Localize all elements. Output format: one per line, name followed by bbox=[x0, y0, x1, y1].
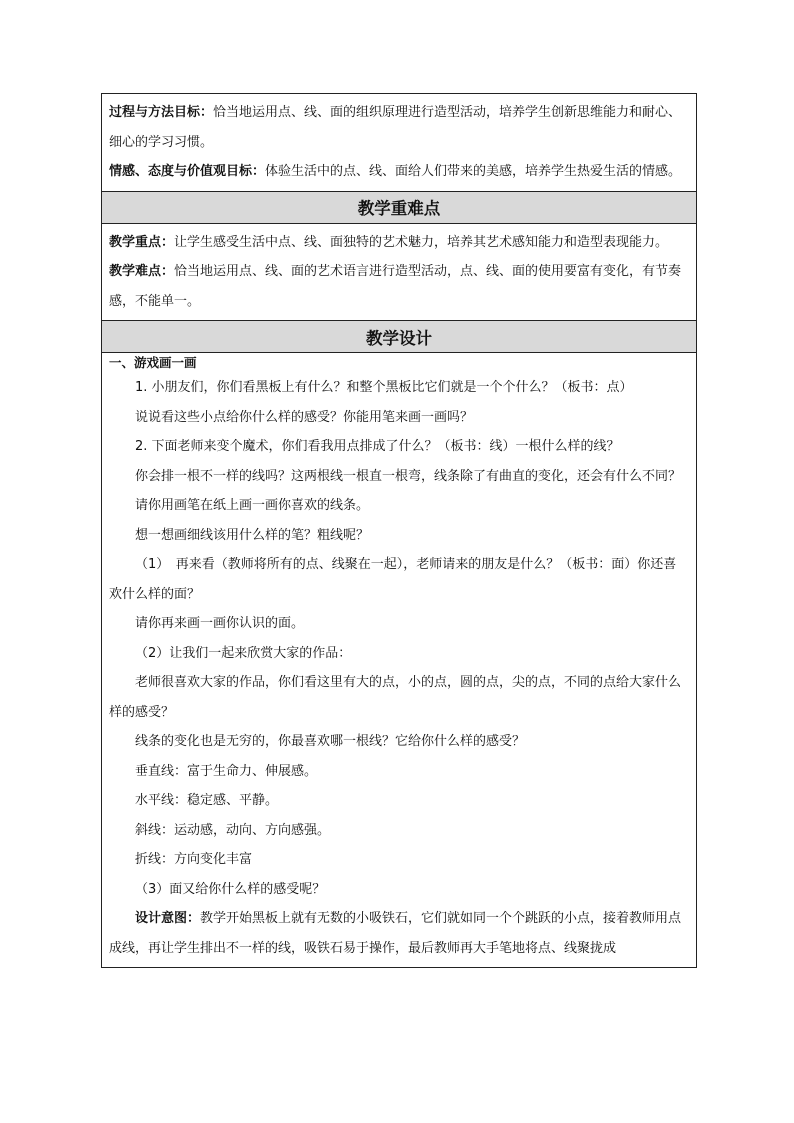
lesson-plan-table bbox=[101, 93, 697, 968]
teaching-focus-label: 教学重点 bbox=[109, 234, 162, 250]
goals-cell bbox=[102, 94, 697, 192]
design-line: （3）面又给你什么样的感受呢？ bbox=[135, 881, 326, 897]
design-line: 垂直线：富于生命力、伸展感。 bbox=[135, 763, 318, 779]
design-intent-text: 教学开始黑板上就有无数的小吸铁石，它们就如同一个个跳跃的小点，接着教师用点成线，再让学生排出不一样的线，吸铁石易于操作，最后教师再大手笔地将点、线聚拢成 bbox=[109, 911, 682, 956]
design-line: 折线：方向变化丰富 bbox=[135, 852, 253, 867]
design-intent: 设计意图：教学开始黑板上就有无数的小吸铁石，它们就如同一个个跳跃的小点，接着教师用点成线，再让学生排出不一样的线，吸铁石易于操作，最后教师再大手笔地将点、线聚拢成 bbox=[109, 911, 682, 956]
design-line: 说说看这些小点给你什么样的感受？你能用笔来画一画吗？ bbox=[135, 409, 474, 425]
teaching-difficulty-text: 恰当地运用点、线、面的艺术语言进行造型活动，点、线、面的使用要富有变化，有节奏感，不能单一。 bbox=[109, 264, 682, 309]
design-line: 斜线：运动感，动向、方向感强。 bbox=[135, 822, 331, 838]
design-line: 水平线：稳定感、平静。 bbox=[135, 793, 279, 808]
process-goal-label: 过程与方法目标 bbox=[109, 105, 201, 120]
process-goal-text: 恰当地运用点、线、面的组织原理进行造型活动，培养学生创新思维能力和耐心、细心的学习习惯。 bbox=[109, 105, 682, 150]
process-goal: 过程与方法目标：恰当地运用点、线、面的组织原理进行造型活动，培养学生创新思维能力和耐心、细心的学习习惯。 bbox=[109, 105, 682, 150]
design-line: （1） 再来看（教师将所有的点、线聚在一起），老师请来的朋友是什么？（板书：面）你还喜欢什么样的面？ bbox=[109, 557, 677, 602]
lesson-plan-sheet bbox=[101, 93, 697, 968]
design-line: 请你用画笔在纸上画一画你喜欢的线条。 bbox=[135, 498, 370, 513]
design-line: 1. 小朋友们，你们看黑板上有什么？和整个黑板比它们就是一个个什么？（板书：点） bbox=[135, 380, 633, 395]
design-line: 2. 下面老师来变个魔术，你们看我用点排成了什么？（板书：线）一根什么样的线？ bbox=[135, 439, 620, 454]
design-header: 教学设计 bbox=[102, 321, 697, 353]
teaching-focus-text: 让学生感受生活中点、线、面独特的艺术魅力，培养其艺术感知能力和造型表现能力。 bbox=[174, 234, 669, 250]
section-title: 一、游戏画一画 bbox=[109, 355, 197, 370]
teaching-difficulty-label: 教学难点 bbox=[109, 264, 162, 279]
key-points-header: 教学重难点 bbox=[102, 191, 697, 223]
teaching-focus: 教学重点：让学生感受生活中点、线、面独特的艺术魅力，培养其艺术感知能力和造型表现能力。 bbox=[109, 234, 669, 250]
design-line: （2）让我们一起来欣赏大家的作品： bbox=[135, 645, 352, 661]
key-points-cell bbox=[102, 223, 697, 321]
emotion-goal: 情感、态度与价值观目标：体验生活中的点、线、面给人们带来的美感，培养学生热爱生活的情感。 bbox=[109, 164, 682, 179]
design-cell bbox=[102, 353, 697, 968]
emotion-goal-label: 情感、态度与价值观目标 bbox=[109, 164, 253, 179]
design-line: 请你再来画一画你认识的面。 bbox=[135, 616, 305, 631]
design-line: 你会排一根不一样的线吗？这两根线一根直一根弯，线条除了有曲直的变化，还会有什么不同？ bbox=[135, 468, 682, 484]
design-line: 老师很喜欢大家的作品，你们看这里有大的点，小的点，圆的点，尖的点，不同的点给大家什么样的感受？ bbox=[109, 675, 682, 720]
emotion-goal-text: 体验生活中的点、线、面给人们带来的美感，培养学生热爱生活的情感。 bbox=[265, 164, 682, 179]
design-line: 想一想画细线该用什么样的笔？粗线呢？ bbox=[135, 527, 370, 543]
design-line: 线条的变化也是无穷的，你最喜欢哪一根线？它给你什么样的感受？ bbox=[135, 734, 526, 749]
teaching-difficulty: 教学难点：恰当地运用点、线、面的艺术语言进行造型活动，点、线、面的使用要富有变化，有节奏感，不能单一。 bbox=[109, 264, 682, 309]
design-intent-label: 设计意图 bbox=[135, 911, 188, 926]
